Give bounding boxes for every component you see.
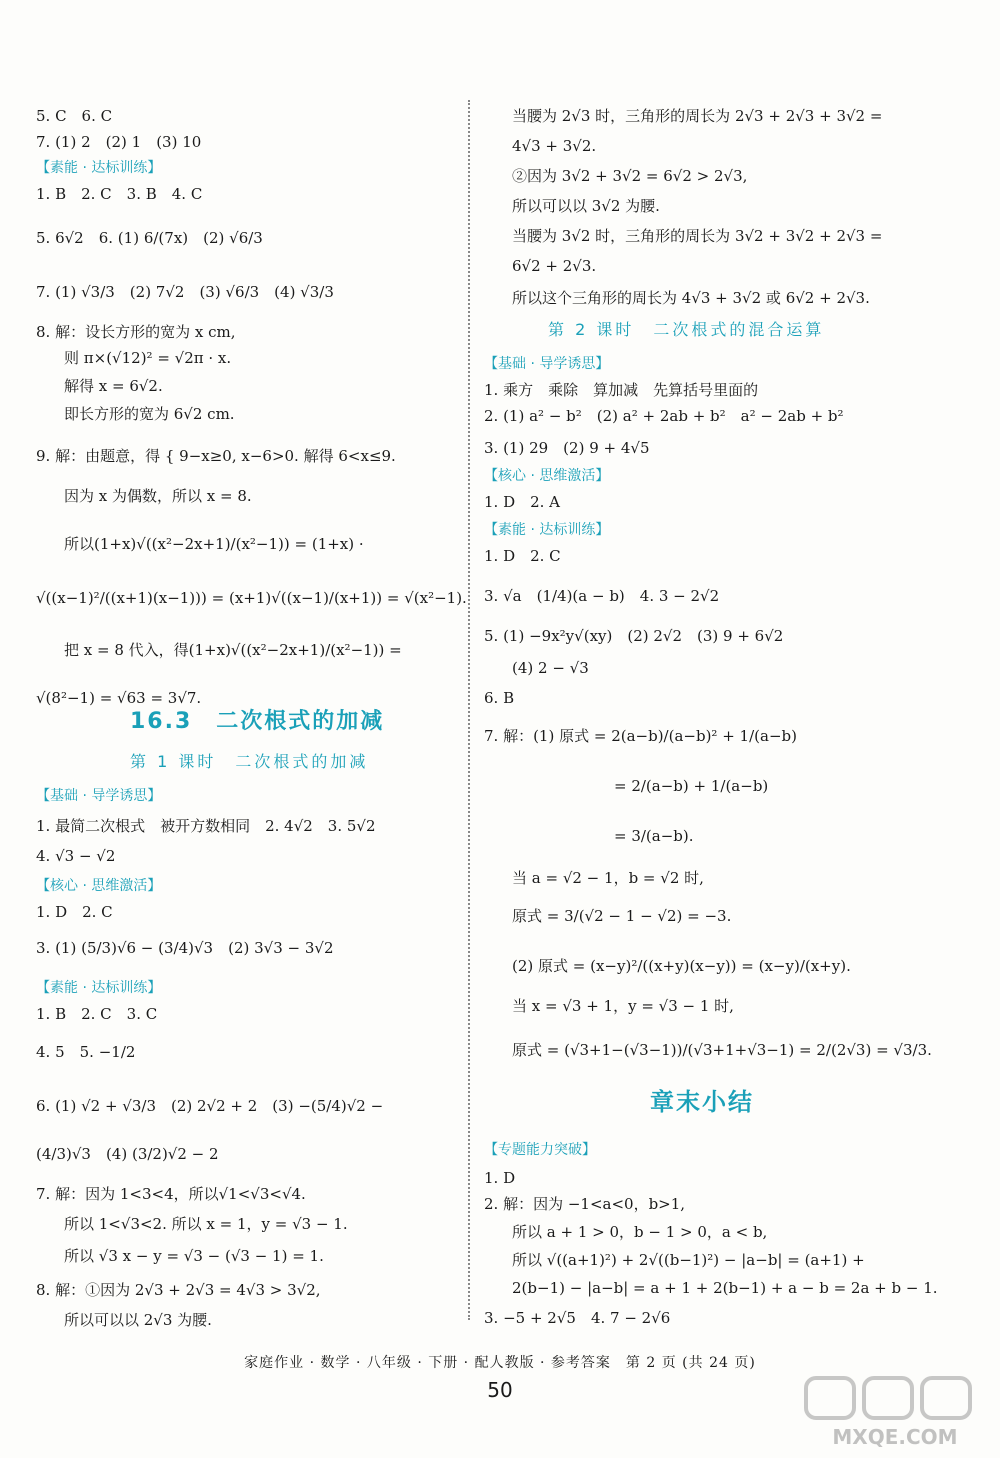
answer-line: 所以 √((a+1)²) + 2√((b−1)²) − |a−b| = (a+1) +: [512, 1251, 865, 1269]
answer-line: 2. 解：因为 −1<a<0，b>1,: [484, 1195, 686, 1213]
section-tag: 【核心 · 思维激活】: [484, 468, 610, 484]
answer-line: = 3/(a−b).: [614, 827, 694, 845]
answer-line: 7. 解：因为 1<3<4，所以√1<√3<√4.: [36, 1185, 306, 1203]
answer-line: 6. (1) √2 + √3/3 (2) 2√2 + 2 (3) −(5/4)√2 −: [36, 1097, 384, 1115]
answer-line: 6√2 + 2√3.: [512, 257, 597, 275]
answer-line: 所以可以以 2√3 为腰.: [64, 1311, 212, 1329]
page-number: 50: [487, 1378, 513, 1402]
chapter-summary-title: 章末小结: [650, 1088, 754, 1116]
answer-line: 2(b−1) − |a−b| = a + 1 + 2(b−1) + a − b = 2a + b − 1.: [512, 1279, 938, 1297]
answer-line: 6. B: [484, 689, 515, 707]
lesson-title-1: 第 1 课时 二次根式的加减: [130, 752, 369, 771]
answer-line: 所以 a + 1 > 0，b − 1 > 0，a < b,: [512, 1223, 768, 1241]
answer-line: 1. 最简二次根式 被开方数相同 2. 4√2 3. 5√2: [36, 817, 376, 835]
answer-line: 9. 解：由题意，得 { 9−x≥0, x−6>0. 解得 6<x≤9.: [36, 447, 396, 465]
answer-line: (4) 2 − √3: [512, 659, 589, 677]
answer-line: 8. 解：①因为 2√3 + 2√3 = 4√3 > 3√2,: [36, 1281, 321, 1299]
section-tag: 【基础 · 导学诱思】: [36, 788, 162, 804]
answer-line: 1. B 2. C 3. C: [36, 1005, 158, 1023]
answer-line: 即长方形的宽为 6√2 cm.: [64, 405, 235, 423]
answer-line: 1. D 2. C: [36, 903, 113, 921]
watermark-text: MXQE.COM: [832, 1425, 958, 1449]
answer-line: ②因为 3√2 + 3√2 = 6√2 > 2√3,: [512, 167, 748, 185]
answer-line: (2) 原式 = (x−y)²/((x+y)(x−y)) = (x−y)/(x+y).: [512, 957, 851, 975]
answer-line: 1. D 2. A: [484, 493, 561, 511]
section-tag: 【素能 · 达标训练】: [36, 980, 162, 996]
answer-line: 解得 x = 6√2.: [64, 377, 163, 395]
answer-line: 所以(1+x)√((x²−2x+1)/(x²−1)) = (1+x) ·: [64, 535, 364, 553]
answer-line: 1. D 2. C: [484, 547, 561, 565]
answer-line: 则 π×(√12)² = √2π · x.: [64, 349, 232, 367]
answer-line: √((x−1)²/((x+1)(x−1))) = (x+1)√((x−1)/(x+1)) = √(x²−1).: [36, 589, 467, 607]
answer-line: 4. 5 5. −1/2: [36, 1043, 136, 1061]
answer-line: 当 a = √2 − 1，b = √2 时,: [512, 869, 704, 887]
answer-line: 3. (1) 29 (2) 9 + 4√5: [484, 439, 650, 457]
answer-line: 原式 = 3/(√2 − 1 − √2) = −3.: [512, 907, 732, 925]
answer-line: 4√3 + 3√2.: [512, 137, 597, 155]
section-title-16-3: 16.3 二次根式的加减: [130, 709, 385, 734]
answer-line: 8. 解：设长方形的宽为 x cm,: [36, 323, 236, 341]
answer-line: 7. 解：(1) 原式 = 2(a−b)/(a−b)² + 1/(a−b): [484, 727, 797, 745]
answer-line: 所以这个三角形的周长为 4√3 + 3√2 或 6√2 + 2√3.: [512, 289, 870, 307]
section-tag: 【素能 · 达标训练】: [36, 160, 162, 176]
watermark-logo: [800, 1372, 990, 1452]
answer-line: 当 x = √3 + 1，y = √3 − 1 时,: [512, 997, 734, 1015]
column-divider: [468, 100, 470, 1320]
answer-line: 4. √3 − √2: [36, 847, 116, 865]
answer-line: 把 x = 8 代入，得(1+x)√((x²−2x+1)/(x²−1)) =: [64, 641, 402, 659]
answer-line: 7. (1) √3/3 (2) 7√2 (3) √6/3 (4) √3/3: [36, 283, 334, 301]
answer-line: (4/3)√3 (4) (3/2)√2 − 2: [36, 1145, 219, 1163]
answer-line: 所以 1<√3<2. 所以 x = 1，y = √3 − 1.: [64, 1215, 348, 1233]
answer-line: 当腰为 2√3 时，三角形的周长为 2√3 + 2√3 + 3√2 =: [512, 107, 883, 125]
answer-line: 当腰为 3√2 时，三角形的周长为 3√2 + 3√2 + 2√3 =: [512, 227, 883, 245]
answer-line: 2. (1) a² − b² (2) a² + 2ab + b² a² − 2ab + b²: [484, 407, 844, 425]
answer-line: 所以 √3 x − y = √3 − (√3 − 1) = 1.: [64, 1247, 324, 1265]
answer-line: 3. √a (1/4)(a − b) 4. 3 − 2√2: [484, 587, 720, 605]
section-tag: 【素能 · 达标训练】: [484, 522, 610, 538]
lesson-title-2: 第 2 课时 二次根式的混合运算: [548, 320, 825, 339]
answer-line: 1. 乘方 乘除 算加减 先算括号里面的: [484, 381, 759, 399]
page-footer: 家庭作业 · 数学 · 八年级 · 下册 · 配人教版 · 参考答案 第 2 页 (共 24 页): [244, 1355, 756, 1371]
answer-line: 1. B 2. C 3. B 4. C: [36, 185, 203, 203]
answer-line: 原式 = (√3+1−(√3−1))/(√3+1+√3−1) = 2/(2√3) = √3/3.: [512, 1041, 932, 1059]
answer-line: 5. 6√2 6. (1) 6/(7x) (2) √6/3: [36, 229, 263, 247]
answer-line: 所以可以以 3√2 为腰.: [512, 197, 660, 215]
answer-line: 1. D: [484, 1169, 516, 1187]
answer-line: √(8²−1) = √63 = 3√7.: [36, 689, 202, 707]
section-tag: 【核心 · 思维激活】: [36, 878, 162, 894]
answer-line: 7. (1) 2 (2) 1 (3) 10: [36, 133, 202, 151]
answer-line: 3. −5 + 2√5 4. 7 − 2√6: [484, 1309, 671, 1327]
answer-line: 5. (1) −9x²y√(xy) (2) 2√2 (3) 9 + 6√2: [484, 627, 784, 645]
section-tag: 【专题能力突破】: [484, 1142, 596, 1158]
section-tag: 【基础 · 导学诱思】: [484, 356, 610, 372]
answer-line: 因为 x 为偶数，所以 x = 8.: [64, 487, 252, 505]
answer-line: 3. (1) (5/3)√6 − (3/4)√3 (2) 3√3 − 3√2: [36, 939, 334, 957]
answer-line: 5. C 6. C: [36, 107, 113, 125]
answer-line: = 2/(a−b) + 1/(a−b): [614, 777, 769, 795]
